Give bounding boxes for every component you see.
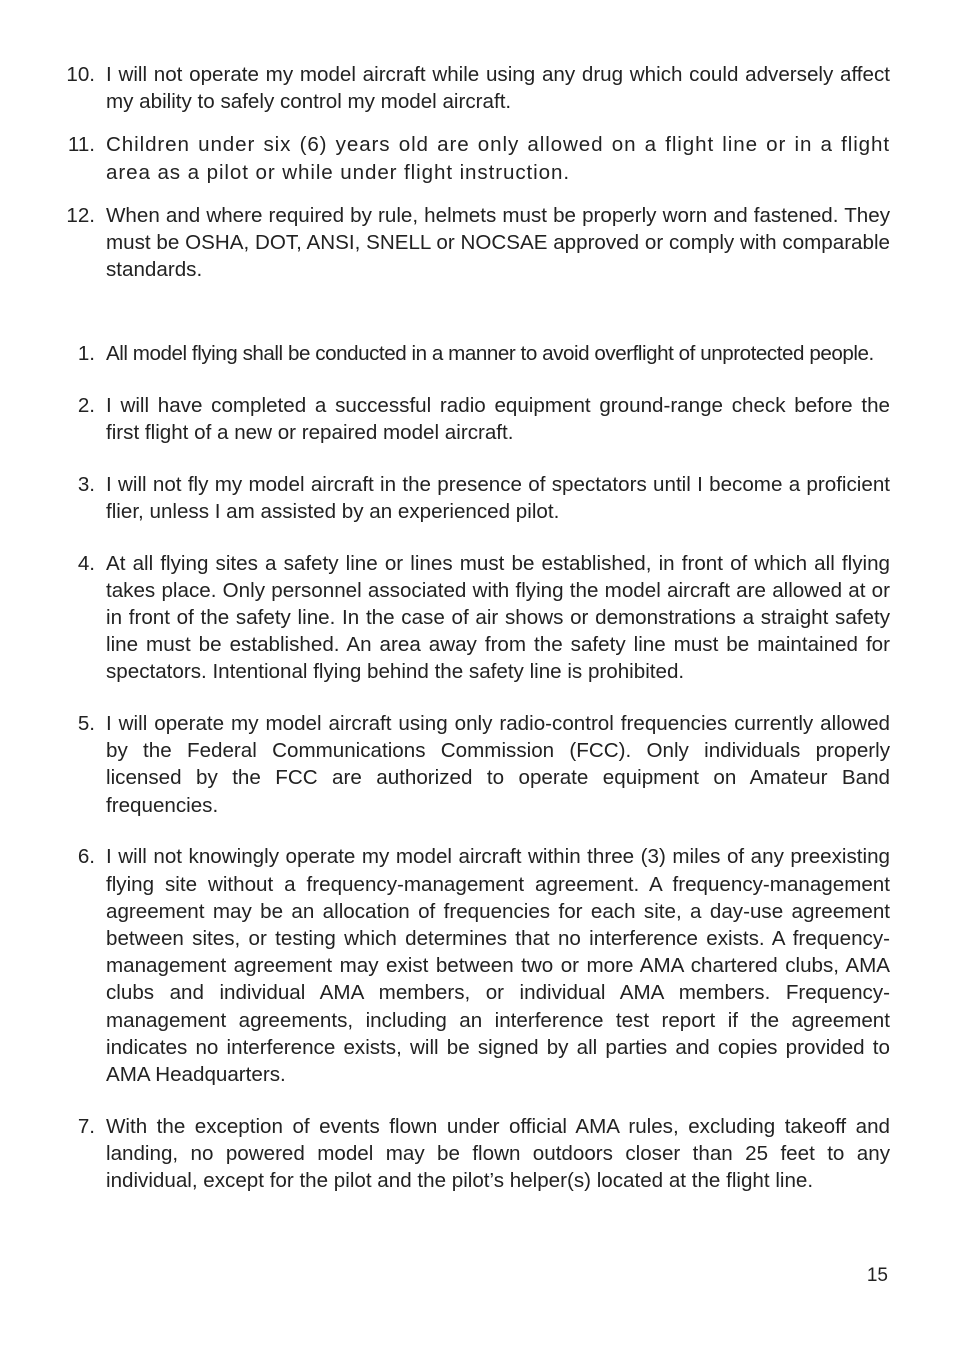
item-text: When and where required by rule, helmets must be properly worn and fastened. They must be OSHA, DOT, ANSI, SNELL or NOCSAE approved or comply with comparable standards.: [106, 203, 890, 282]
item-text: I will not fly my model aircraft in the presence of spectators until I become a proficient flier, unless I am assisted by an experienced pilot.: [106, 472, 890, 523]
list-item-3: [60, 471, 890, 525]
safety-rules-list-continued: [60, 61, 890, 299]
list-item-11: [60, 131, 890, 185]
item-number: 3.: [77, 472, 95, 496]
radio-control-rules-list: [60, 340, 890, 1219]
item-number: 12.: [66, 203, 95, 227]
item-number: 7.: [77, 1114, 95, 1138]
list-item-4: [60, 550, 890, 686]
list-item-12: [60, 202, 890, 284]
item-number: 11.: [67, 133, 95, 157]
list-item-7: [60, 1113, 890, 1195]
page-number: 15: [866, 1265, 888, 1286]
item-number: 6.: [77, 845, 95, 869]
item-text: With the exception of events flown under official AMA rules, excluding takeoff and landing, no powered model may be flown outdoors closer than 25 feet to any individual, except for the pilot and the pilot’s helper(s) located at the flight line.: [106, 1114, 890, 1193]
list-item-5: [60, 710, 890, 819]
item-text: I will operate my model aircraft using only radio-control frequencies currently allowed by the Federal Communications Commission (FCC). Only individuals properly licensed by the FCC are authorized to operate equipment on Amateur Band frequencies.: [106, 712, 890, 817]
list-item-2: [60, 392, 890, 446]
item-text: At all flying sites a safety line or lines must be established, in front of which all flying takes place. Only personnel associated with flying the model aircraft are allowed at or in front of the safety line. In the case of air shows or demonstrations a straight safety line must be established. An area away from the safety line must be maintained for spectators. Intentional flying behind the safety line is prohibited.: [106, 551, 890, 684]
item-text: I will not operate my model aircraft while using any drug which could adversely affect my ability to safely control my model aircraft.: [106, 63, 890, 114]
item-number: 1.: [77, 342, 95, 365]
item-number: 4.: [77, 551, 95, 575]
item-number: 2.: [77, 393, 95, 417]
list-item-1: [60, 340, 890, 367]
item-number: 5.: [77, 712, 95, 736]
item-number: 10.: [66, 63, 95, 86]
item-text: I will not knowingly operate my model aircraft within three (3) miles of any preexisting flying site without a frequency-management agreement. A frequency-management agreement may be an allocation of frequencies for each site, a day-use agreement between sites, or testing which determines that no interference exists. A frequency-management agreement may exist between two or more AMA chartered clubs, AMA clubs and individual AMA members, or individual AMA members. Frequency-management agreements, including an interference test report if the agreement indicates no interference exists, will be signed by all parties and copies provided to AMA Headquarters.: [106, 845, 890, 1086]
item-text: All model flying shall be conducted in a manner to avoid overflight of unprotected people.: [106, 342, 874, 365]
item-text: Children under six (6) years old are only allowed on a flight line or in a flight area as a pilot or while under flight instruction.: [106, 133, 890, 184]
list-item-10: [60, 61, 890, 115]
item-text: I will have completed a successful radio equipment ground-range check before the first flight of a new or repaired model aircraft.: [106, 393, 890, 444]
list-item-6: [60, 843, 890, 1088]
